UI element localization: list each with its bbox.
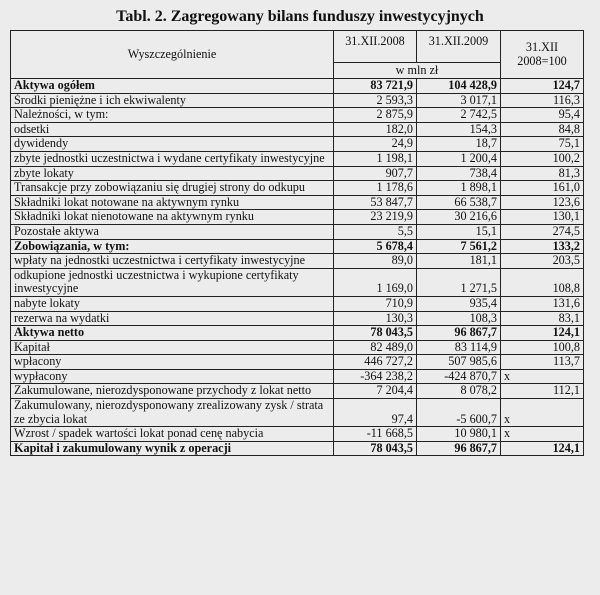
value-2008: 2 875,9 bbox=[334, 108, 417, 123]
value-index: x bbox=[501, 399, 584, 427]
value-index: 161,0 bbox=[501, 181, 584, 196]
value-2009: 30 216,6 bbox=[417, 210, 501, 225]
table-row bbox=[11, 122, 584, 137]
row-label: Składniki lokat notowane na aktywnym rynku bbox=[11, 195, 334, 210]
value-2009: 507 985,6 bbox=[417, 355, 501, 370]
table-body bbox=[11, 79, 584, 456]
value-2008: -11 668,5 bbox=[334, 427, 417, 442]
value-2009: 66 538,7 bbox=[417, 195, 501, 210]
value-2008: 1 178,6 bbox=[334, 181, 417, 196]
value-2009: 18,7 bbox=[417, 137, 501, 152]
row-label: wpłacony bbox=[11, 355, 334, 370]
table-row bbox=[11, 369, 584, 384]
value-index: 131,6 bbox=[501, 296, 584, 311]
value-2008: 130,3 bbox=[334, 311, 417, 326]
value-2009: 154,3 bbox=[417, 122, 501, 137]
row-label: dywidendy bbox=[11, 137, 334, 152]
value-index: 100,2 bbox=[501, 151, 584, 166]
row-label: Składniki lokat nienotowane na aktywnym rynku bbox=[11, 210, 334, 225]
header-col-2009: 31.XII.2009 bbox=[417, 31, 501, 63]
header-col-2008: 31.XII.2008 bbox=[334, 31, 417, 63]
table-row bbox=[11, 137, 584, 152]
value-index: 95,4 bbox=[501, 108, 584, 123]
table-row bbox=[11, 210, 584, 225]
value-index: 83,1 bbox=[501, 311, 584, 326]
value-2009: 96 867,7 bbox=[417, 326, 501, 341]
table-row bbox=[11, 326, 584, 341]
value-2008: 907,7 bbox=[334, 166, 417, 181]
row-label: Aktywa ogółem bbox=[11, 79, 334, 94]
table-row bbox=[11, 151, 584, 166]
row-label: Zobowiązania, w tym: bbox=[11, 239, 334, 254]
value-2008: 1 169,0 bbox=[334, 268, 417, 296]
table-title: Tabl. 2. Zagregowany bilans funduszy inwestycyjnych bbox=[116, 8, 484, 25]
table-row bbox=[11, 311, 584, 326]
row-label: Kapitał i zakumulowany wynik z operacji bbox=[11, 441, 334, 456]
value-index: 124,1 bbox=[501, 441, 584, 456]
value-2009: 181,1 bbox=[417, 254, 501, 269]
table-row bbox=[11, 384, 584, 399]
table-row bbox=[11, 296, 584, 311]
value-index: 116,3 bbox=[501, 93, 584, 108]
value-2009: 10 980,1 bbox=[417, 427, 501, 442]
value-2008: 5 678,4 bbox=[334, 239, 417, 254]
value-2008: 97,4 bbox=[334, 399, 417, 427]
header-col-index: 31.XII 2008=100 bbox=[501, 31, 584, 79]
table-row bbox=[11, 427, 584, 442]
table-row bbox=[11, 166, 584, 181]
value-2009: 108,3 bbox=[417, 311, 501, 326]
row-label: wpłaty na jednostki uczestnictwa i certyfikaty inwestycyjne bbox=[11, 254, 334, 269]
value-index: 274,5 bbox=[501, 224, 584, 239]
value-index: 113,7 bbox=[501, 355, 584, 370]
header-label: Wyszczególnienie bbox=[11, 31, 334, 79]
value-index: 130,1 bbox=[501, 210, 584, 225]
value-2009: -5 600,7 bbox=[417, 399, 501, 427]
table-row bbox=[11, 268, 584, 296]
value-2009: 104 428,9 bbox=[417, 79, 501, 94]
table-row bbox=[11, 239, 584, 254]
value-index: 108,8 bbox=[501, 268, 584, 296]
row-label: Transakcje przy zobowiązaniu się drugiej strony do odkupu bbox=[11, 181, 334, 196]
value-index: 81,3 bbox=[501, 166, 584, 181]
row-label: odsetki bbox=[11, 122, 334, 137]
value-2009: 15,1 bbox=[417, 224, 501, 239]
table-row bbox=[11, 181, 584, 196]
value-2009: 738,4 bbox=[417, 166, 501, 181]
value-2009: 3 017,1 bbox=[417, 93, 501, 108]
value-2008: 83 721,9 bbox=[334, 79, 417, 94]
table-row bbox=[11, 441, 584, 456]
row-label: Wzrost / spadek wartości lokat ponad cenę nabycia bbox=[11, 427, 334, 442]
value-2009: 935,4 bbox=[417, 296, 501, 311]
value-2008: 89,0 bbox=[334, 254, 417, 269]
table-row bbox=[11, 399, 584, 427]
value-2008: 1 198,1 bbox=[334, 151, 417, 166]
value-2008: 23 219,9 bbox=[334, 210, 417, 225]
value-2008: 710,9 bbox=[334, 296, 417, 311]
row-label: zbyte jednostki uczestnictwa i wydane certyfikaty inwestycyjne bbox=[11, 151, 334, 166]
value-index: 133,2 bbox=[501, 239, 584, 254]
table-row bbox=[11, 79, 584, 94]
value-2009: 1 200,4 bbox=[417, 151, 501, 166]
table-row bbox=[11, 340, 584, 355]
table-row bbox=[11, 93, 584, 108]
value-2008: -364 238,2 bbox=[334, 369, 417, 384]
value-index: 124,1 bbox=[501, 326, 584, 341]
row-label: Kapitał bbox=[11, 340, 334, 355]
value-2009: -424 870,7 bbox=[417, 369, 501, 384]
table-row bbox=[11, 195, 584, 210]
value-2009: 8 078,2 bbox=[417, 384, 501, 399]
value-2008: 7 204,4 bbox=[334, 384, 417, 399]
row-label: zbyte lokaty bbox=[11, 166, 334, 181]
value-2008: 24,9 bbox=[334, 137, 417, 152]
value-2008: 82 489,0 bbox=[334, 340, 417, 355]
value-2009: 7 561,2 bbox=[417, 239, 501, 254]
row-label: wypłacony bbox=[11, 369, 334, 384]
value-2008: 182,0 bbox=[334, 122, 417, 137]
value-index: 84,8 bbox=[501, 122, 584, 137]
value-index: 75,1 bbox=[501, 137, 584, 152]
value-index: 124,7 bbox=[501, 79, 584, 94]
value-2008: 78 043,5 bbox=[334, 326, 417, 341]
value-2008: 53 847,7 bbox=[334, 195, 417, 210]
row-label: rezerwa na wydatki bbox=[11, 311, 334, 326]
value-2008: 78 043,5 bbox=[334, 441, 417, 456]
value-2008: 446 727,2 bbox=[334, 355, 417, 370]
value-index: 123,6 bbox=[501, 195, 584, 210]
row-label: odkupione jednostki uczestnictwa i wykupione certyfikaty inwestycyjne bbox=[11, 268, 334, 296]
row-label: Aktywa netto bbox=[11, 326, 334, 341]
row-label: Zakumulowane, nierozdysponowane przychody z lokat netto bbox=[11, 384, 334, 399]
value-2009: 83 114,9 bbox=[417, 340, 501, 355]
value-index: 100,8 bbox=[501, 340, 584, 355]
value-index: 112,1 bbox=[501, 384, 584, 399]
value-2009: 1 898,1 bbox=[417, 181, 501, 196]
table-row bbox=[11, 355, 584, 370]
header-unit: w mln zł bbox=[334, 63, 501, 79]
value-2008: 5,5 bbox=[334, 224, 417, 239]
value-index: x bbox=[501, 427, 584, 442]
value-2009: 96 867,7 bbox=[417, 441, 501, 456]
row-label: nabyte lokaty bbox=[11, 296, 334, 311]
value-index: x bbox=[501, 369, 584, 384]
row-label: Środki pieniężne i ich ekwiwalenty bbox=[11, 93, 334, 108]
table-row bbox=[11, 254, 584, 269]
row-label: Zakumulowany, nierozdysponowany zrealizowany zysk / strata ze zbycia lokat bbox=[11, 399, 334, 427]
value-2009: 2 742,5 bbox=[417, 108, 501, 123]
balance-table bbox=[10, 30, 584, 456]
value-index: 203,5 bbox=[501, 254, 584, 269]
value-2008: 2 593,3 bbox=[334, 93, 417, 108]
row-label: Pozostałe aktywa bbox=[11, 224, 334, 239]
table-row bbox=[11, 224, 584, 239]
table-row bbox=[11, 108, 584, 123]
value-2009: 1 271,5 bbox=[417, 268, 501, 296]
row-label: Należności, w tym: bbox=[11, 108, 334, 123]
